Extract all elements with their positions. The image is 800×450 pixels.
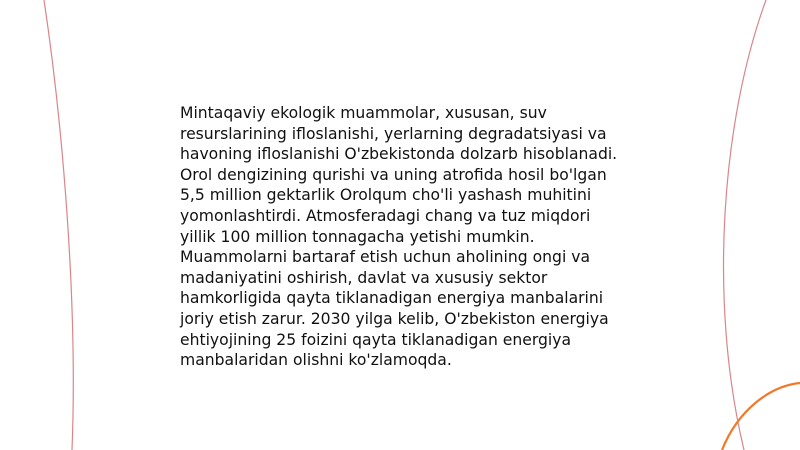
left-thin-arc xyxy=(44,0,73,450)
right-thin-arc xyxy=(724,0,766,450)
bottom-right-orange-arc xyxy=(722,383,800,450)
slide-paragraph: Mintaqaviy ekologik muammolar, xususan, suv resurslarining ifloslanishi, yerlarning degradatsiyasi va havoning ifloslanishi O'zbekistonda dolzarb hisoblanadi. Orol dengizining qurishi va uning atrofida hosil bo'lgan 5,5 million gektarlik Orolqum cho'li yashash muhitini yomonlashtirdi. Atmosferadagi chang va tuz miqdori yillik 100 million tonnagacha yetishi mumkin. Muammolarni bartaraf etish uchun aholining ongi va madaniyatini oshirish, davlat va xususiy sektor hamkorligida qayta tiklanadigan energiya manbalarini joriy etish zarur. 2030 yilga kelib, O'zbekiston energiya ehtiyojining 25 foizini qayta tiklanadigan energiya manbalaridan olishni ko'zlamoqda. xyxy=(180,104,618,370)
